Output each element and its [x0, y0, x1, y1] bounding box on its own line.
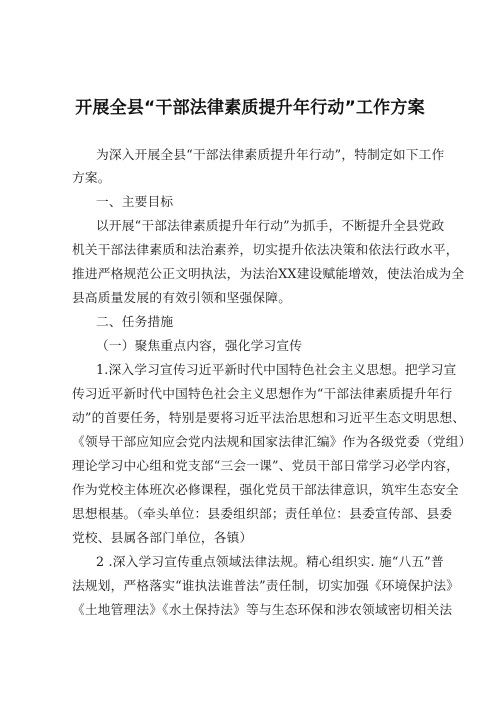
section-heading: 二、任务措施 [96, 314, 174, 329]
paragraph-line: 方案。 [72, 170, 111, 185]
paragraph-line: 推进严格规范公正文明执法，为法治XX建设赋能增效，使法治成为全 [72, 266, 465, 281]
paragraph-line: 动”的首要任务，特别是要将习近平法治思想和习近平生态文明思想、 [72, 410, 466, 425]
paragraph-line: 《领导干部应知应会党内法规和国家法律汇编》作为各级党委（党组） [72, 434, 472, 449]
paragraph-line: 思想根基。（牵头单位：县委组织部；责任单位：县委宣传部、县委 [72, 506, 453, 521]
subsection-heading: （一）聚焦重点内容，强化学习宣传 [96, 338, 303, 353]
paragraph-line: 以开展“干部法律素质提升年行动”为抓手，不断提升全县党政 [96, 218, 445, 233]
section-heading: 一、主要目标 [96, 194, 174, 209]
paragraph-line: 1.深入学习宣传习近平新时代中国特色社会主义思想。把学习宣 [96, 362, 457, 377]
paragraph-line: 理论学习中心组和党支部“三会一课”、党员干部日常学习必学内容， [72, 458, 460, 473]
paragraph-line: 作为党校主体班次必修课程，强化党员干部法律意识，筑牢生态安全 [72, 482, 459, 497]
paragraph-line: 为深入开展全县“干部法律素质提升年行动”，特制定如下工作 [96, 147, 445, 162]
paragraph-line: 机关干部法律素质和法治素养，切实提升依法决策和依法行政水平， [72, 242, 459, 257]
paragraph-line: 法规划，严格落实“谁执法谁普法”责任制，切实加强《环境保护法》 [72, 578, 460, 593]
paragraph-line: 传习近平新时代中国特色社会主义思想作为“干部法律素质提升年行 [72, 386, 453, 401]
paragraph-line: 《土地管理法》《水土保持法》等与生态环保和涉农领域密切相关法 [72, 602, 453, 617]
paragraph-line: 党校、县属各部门单位，各镇） [72, 530, 253, 545]
paragraph-line: 县高质量发展的有效引领和坚强保障。 [72, 290, 292, 305]
paragraph-line: 2 .深入学习宣传重点领域法律法规。精心组织实. 施“八五”普 [96, 554, 444, 569]
document-title: 开展全县“干部法律素质提升年行动”工作方案 [75, 98, 425, 118]
